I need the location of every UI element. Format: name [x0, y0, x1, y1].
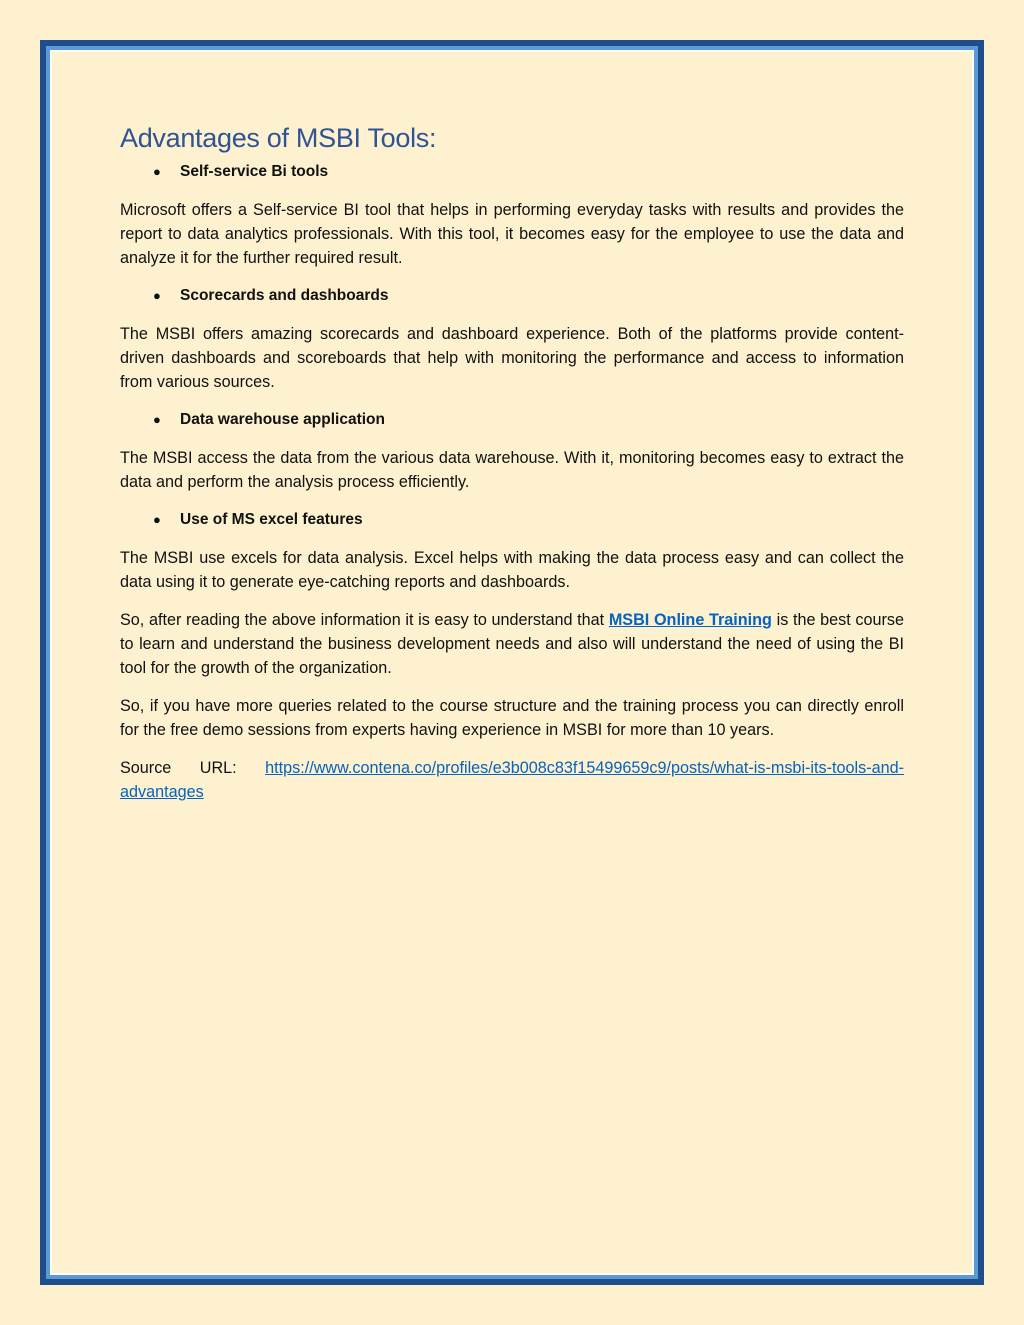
paragraph-scorecards: The MSBI offers amazing scorecards and dashboard experience. Both of the platforms provide content-driven dashboards and scoreboards that help with monitoring the performance and access to information from various sources.: [120, 325, 904, 391]
bullet-dot-icon: ●: [153, 412, 161, 427]
bullet-ms-excel: [120, 508, 904, 532]
conclusion-text-end: is the best course to learn and understand the business development needs and also will understand the need of using the BI tool for the growth of the organization.: [120, 611, 904, 677]
bullet-self-service: [120, 160, 904, 184]
bullet-dot-icon: ●: [153, 288, 161, 303]
paragraph-self-service: Microsoft offers a Self-service BI tool that helps in performing everyday tasks with results and provides the report to data analytics professionals. With this tool, it becomes easy for the employee to use the data and analyze it for the further required result.: [120, 201, 904, 267]
page-title: Advantages of MSBI Tools:: [120, 123, 437, 153]
bullet-label: Use of MS excel features: [180, 511, 363, 528]
document-body: [120, 118, 904, 818]
bullet-data-warehouse: [120, 408, 904, 432]
paragraph-closing: So, if you have more queries related to the course structure and the training process you can directly enroll for the free demo sessions from experts having experience in MSBI for more than 10 years.: [120, 697, 904, 739]
bullet-label: Data warehouse application: [180, 411, 385, 428]
paragraph-ms-excel: The MSBI use excels for data analysis. Excel helps with making the data process easy and can collect the data using it to generate eye-catching reports and dashboards.: [120, 549, 904, 591]
source-label: Source URL:: [120, 759, 266, 777]
source-url-link[interactable]: https://www.contena.co/profiles/e3b008c83f15499659c9/posts/what-is-msbi-its-tools-and-advantages: [120, 759, 904, 801]
source-line: [120, 756, 904, 804]
bullet-dot-icon: ●: [153, 512, 161, 527]
paragraph-data-warehouse: The MSBI access the data from the various data warehouse. With it, monitoring becomes easy to extract the data and perform the analysis process efficiently.: [120, 449, 904, 491]
paragraph-conclusion: [120, 608, 904, 680]
conclusion-text-start: So, after reading the above information it is easy to understand that: [120, 611, 609, 629]
bullet-label: Self-service Bi tools: [180, 163, 329, 180]
bullet-label: Scorecards and dashboards: [180, 287, 389, 304]
msbi-online-training-link[interactable]: MSBI Online Training: [608, 611, 772, 629]
bullet-scorecards: [120, 284, 904, 308]
bullet-dot-icon: ●: [153, 164, 161, 179]
